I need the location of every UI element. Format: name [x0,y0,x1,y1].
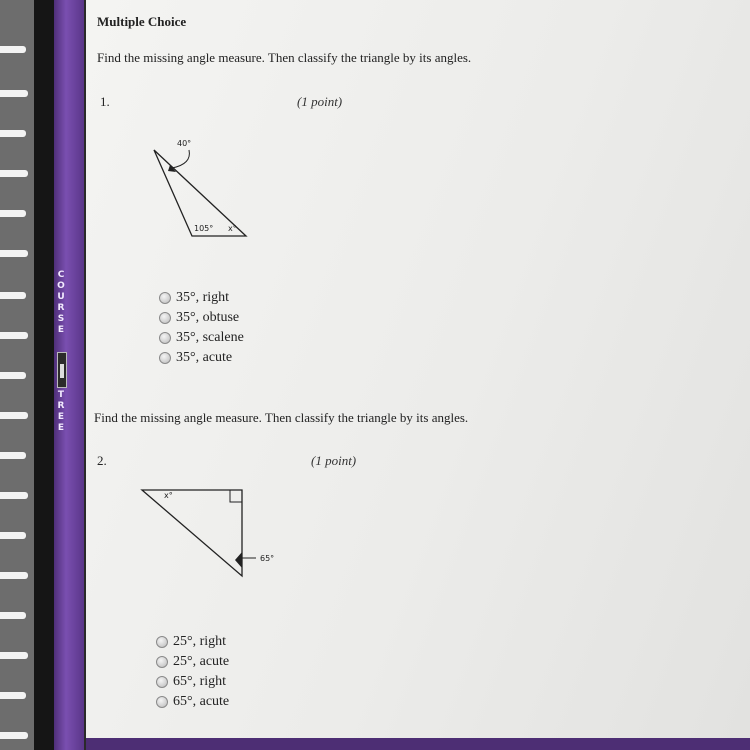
screen-bezel [0,0,34,750]
bezel-dash [0,732,28,739]
q2-option-label: 65°, acute [173,694,230,709]
bezel-dash [0,612,26,619]
bezel-dash [0,46,26,53]
q2-option-label: 25°, right [173,634,227,649]
bezel-dash [0,372,26,379]
bezel-dash [0,332,28,339]
side-tab-letter: E [57,423,65,433]
bezel-dash [0,532,26,539]
q2-arrowhead [235,552,242,568]
radio-button[interactable] [159,352,171,364]
q1-angle-arrow [172,150,189,168]
q2-option-label: 65°, right [173,674,227,689]
q1-option-3[interactable] [159,330,244,346]
bezel-dash [0,250,28,257]
q2-option-2[interactable] [156,654,229,670]
q2-instruction: Find the missing angle measure. Then classify the triangle by its angles. [94,410,469,425]
bezel-dash [0,452,26,459]
radio-button[interactable] [159,312,171,324]
side-tab-letter: U [57,292,65,302]
bezel-dash [0,412,28,419]
q1-top-angle-label: 40° [177,139,192,148]
q2-right-angle-marker [230,490,242,502]
q1-option-label: 35°, acute [176,350,233,365]
bezel-dash [0,652,28,659]
q2-number: 2. [97,453,107,468]
side-tab-letter: C [57,270,65,280]
q1-option-label: 35°, scalene [176,330,244,345]
side-tab-letter: E [57,325,65,335]
q1-option-4[interactable] [159,350,232,366]
radio-button[interactable] [159,292,171,304]
radio-button[interactable] [156,636,168,648]
q1-option-label: 35°, obtuse [176,310,240,325]
q2-triangle-figure [136,484,296,584]
q1-option-2[interactable] [159,310,239,326]
q1-triangle-figure [146,132,316,244]
window-edge [34,0,54,750]
bezel-dash [0,692,26,699]
q2-triangle [142,490,242,576]
q2-top-angle-label: x° [164,491,173,500]
side-tab-letter: T [57,390,65,400]
course-tree-tab[interactable] [54,0,84,750]
quiz-page [86,0,750,738]
bottom-frame [86,738,750,750]
radio-button[interactable] [156,676,168,688]
radio-button[interactable] [156,656,168,668]
q1-number: 1. [100,94,110,109]
radio-button[interactable] [159,332,171,344]
radio-button[interactable] [156,696,168,708]
side-tab-letter: S [57,314,65,324]
q1-instruction: Find the missing angle measure. Then classify the triangle by its angles. [97,50,472,65]
side-tab-letter: E [57,412,65,422]
q2-option-1[interactable] [156,634,226,650]
q2-option-4[interactable] [156,694,229,710]
q2-points: (1 point) [311,453,357,468]
side-tab-letter: R [57,303,65,313]
q1-option-label: 35°, right [176,290,230,305]
bezel-dash [0,292,26,299]
q1-right-angle-label: x° [228,224,237,233]
q1-left-angle-label: 105° [194,224,214,233]
bezel-dash [0,572,28,579]
q2-bottom-angle-label: 65° [260,554,275,563]
bezel-dash [0,90,28,97]
collapse-handle-icon[interactable] [57,352,67,388]
side-tab-letter: O [57,281,65,291]
bezel-dash [0,492,28,499]
q2-option-3[interactable] [156,674,226,690]
bezel-dash [0,170,28,177]
bezel-dash [0,210,26,217]
bezel-dash [0,130,26,137]
q2-option-label: 25°, acute [173,654,230,669]
side-tab-letter: R [57,401,65,411]
q1-option-1[interactable] [159,290,229,306]
section-heading: Multiple Choice [97,14,187,29]
q1-points: (1 point) [297,94,343,109]
